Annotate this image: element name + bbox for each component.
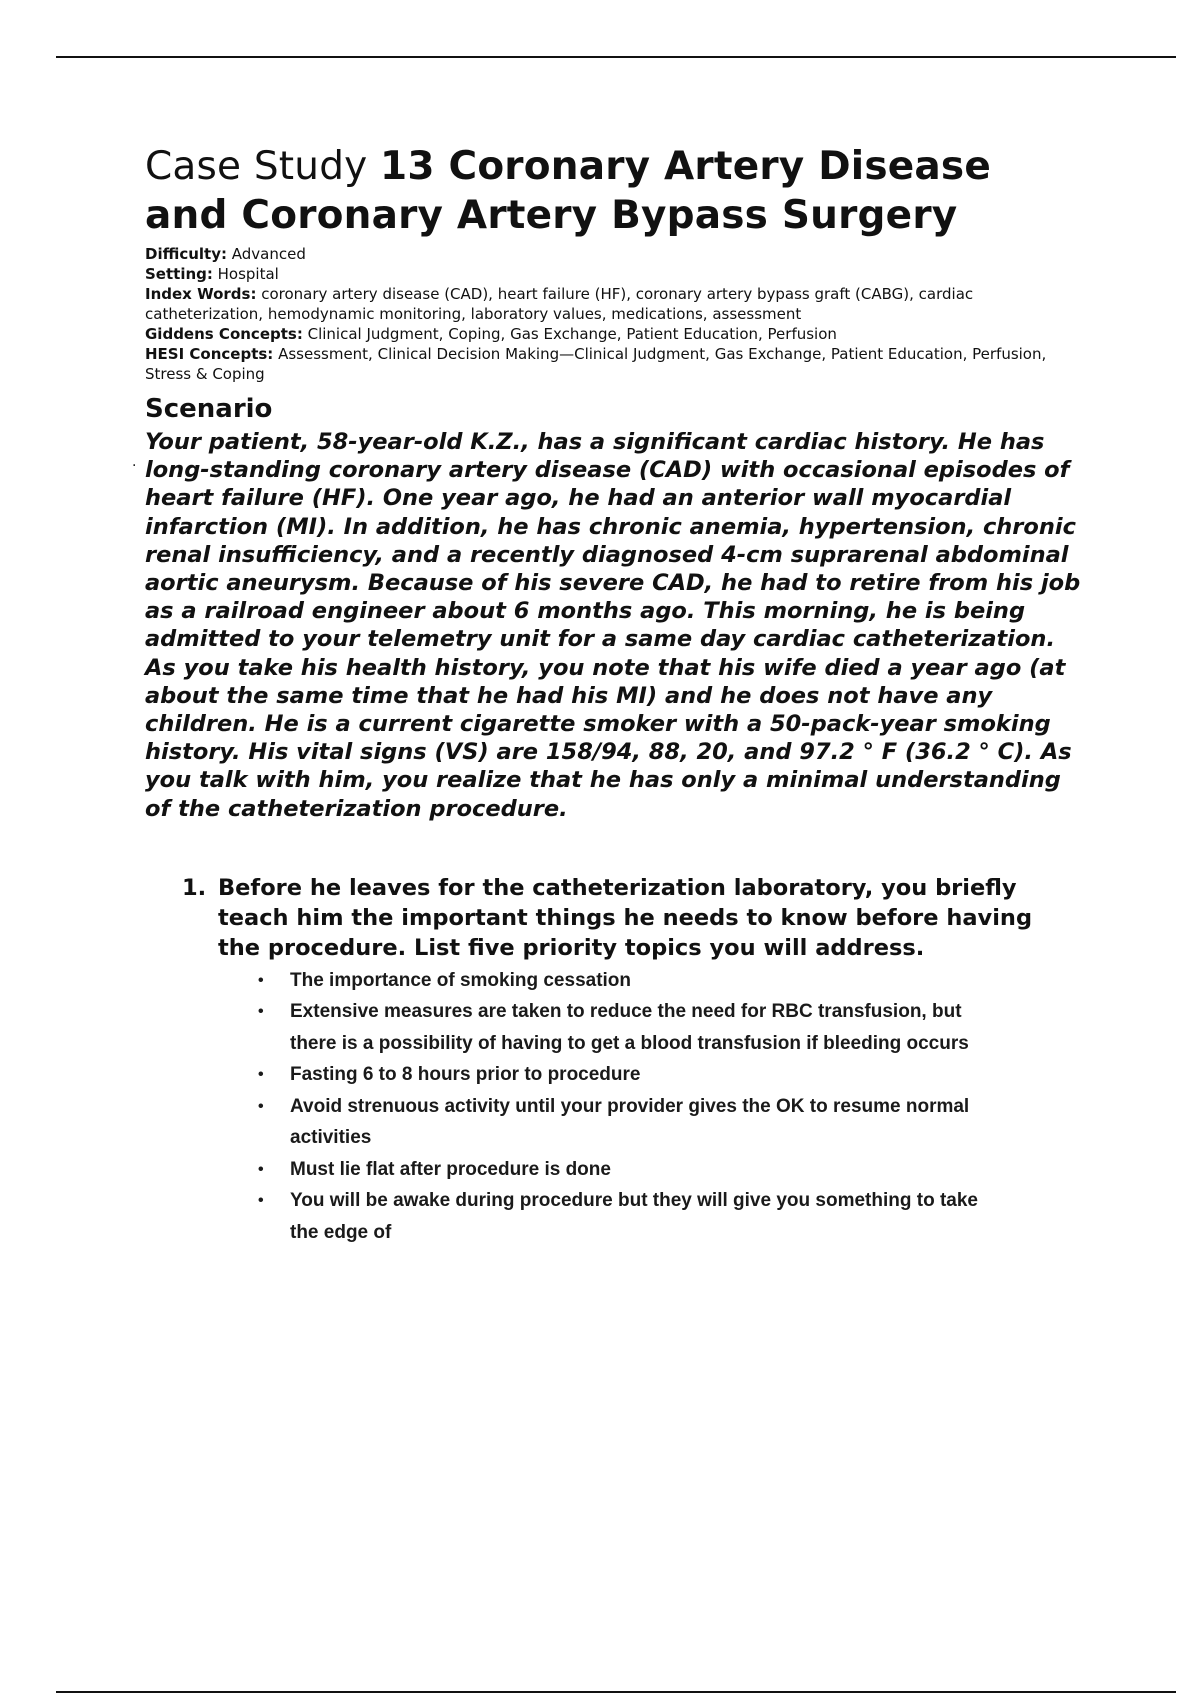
meta-value: Clinical Judgment, Coping, Gas Exchange, Patient Education, Perfusion [302, 325, 837, 343]
meta-giddens-concepts [145, 324, 1085, 344]
top-rule [56, 56, 1176, 58]
answer-text: Must lie flat after procedure is done [290, 1158, 611, 1180]
bullet-icon: • [258, 1003, 264, 1021]
document-body [132, 142, 1085, 1248]
bottom-rule [56, 1691, 1176, 1693]
answer-item [218, 1185, 990, 1248]
meta-setting [145, 264, 1085, 284]
meta-value: catheterization, hemodynamic monitoring, laboratory values, medications, assessment [145, 305, 802, 323]
meta-value: Assessment, Clinical Decision Making—Clinical Judgment, Gas Exchange, Patient Education, Perfusion, [273, 345, 1047, 363]
bullet-icon: • [258, 1192, 264, 1210]
meta-label: Index Words: [145, 285, 257, 303]
title-prefix: Case Study [145, 144, 381, 189]
question-number: 1. [182, 874, 207, 901]
answer-item [218, 1154, 990, 1186]
meta-hesi-concepts-cont [145, 364, 1085, 384]
answer-item [218, 996, 990, 1059]
meta-index-words [145, 284, 1085, 304]
question-item [145, 873, 1058, 1249]
meta-label: Setting: [145, 265, 213, 283]
answer-item [218, 965, 990, 997]
answer-item [218, 1059, 990, 1091]
answer-text: Fasting 6 to 8 hours prior to procedure [290, 1064, 641, 1086]
answer-list [218, 965, 1058, 1249]
document-title [145, 142, 1085, 240]
meta-label: Giddens Concepts: [145, 325, 303, 343]
question-text: Before he leaves for the catheterization laboratory, you briefly teach him the important things he needs to know before having the procedure. List five priority topics you will address. [218, 874, 1033, 961]
meta-value: coronary artery disease (CAD), heart failure (HF), coronary artery bypass graft (CABG), cardiac [256, 285, 974, 303]
bullet-icon: • [258, 1066, 264, 1084]
answer-text: You will be awake during procedure but they will give you something to take the edge of [290, 1190, 978, 1243]
meta-value: Stress & Coping [145, 365, 265, 383]
bullet-icon: • [258, 1160, 264, 1178]
meta-index-words-cont [145, 304, 1085, 324]
scenario-heading: Scenario [145, 394, 273, 424]
answer-text: Avoid strenuous activity until your provider gives the OK to resume normal activities [290, 1095, 970, 1149]
question-list [145, 873, 1085, 1249]
answer-text: Extensive measures are taken to reduce the need for RBC transfusion, but there is a possibility of having to get a blood transfusion if bleeding occurs [290, 1001, 969, 1054]
meta-difficulty [145, 244, 1085, 264]
meta-value: Hospital [212, 265, 279, 283]
meta-label: Difficulty: [145, 245, 227, 263]
case-metadata [145, 244, 1085, 384]
meta-hesi-concepts [145, 344, 1085, 364]
answer-text: The importance of smoking cessation [290, 969, 632, 991]
bullet-icon: • [258, 1097, 264, 1115]
stray-marker: . [132, 454, 137, 470]
answer-item [218, 1091, 990, 1154]
meta-label: HESI Concepts: [145, 345, 274, 363]
title-bold: 13 Coronary Artery Disease and Coronary Artery Bypass Surgery [145, 144, 991, 238]
scenario-text: Your patient, 58-year-old K.Z., has a significant cardiac history. He has long-standing coronary artery disease (CAD) with occasional episodes of heart failure (HF). One year ago, he had an anterior wall myocardial infarction (MI). In addition, he has chronic anemia, hypertension, chronic renal insufficiency, and a recently diagnosed 4-cm suprarenal abdominal aortic aneurysm. Because of his severe CAD, he had to retire from his job as a railroad engineer about 6 months ago. This morning, he is being admitted to your telemetry unit for a same day cardiac catheterization. As you take his health history, you note that his wife died a year ago (at about the same time that he had his MI) and he does not have any children. He is a current cigarette smoker with a 50-pack-year smoking history. His vital signs (VS) are 158/94, 88, 20, and 97.2 ° F (36.2 ° C). As you talk with him, you realize that he has only a minimal understanding of the catheterization procedure. [145, 429, 1081, 822]
meta-value: Advanced [226, 245, 306, 263]
bullet-icon: • [258, 971, 264, 989]
